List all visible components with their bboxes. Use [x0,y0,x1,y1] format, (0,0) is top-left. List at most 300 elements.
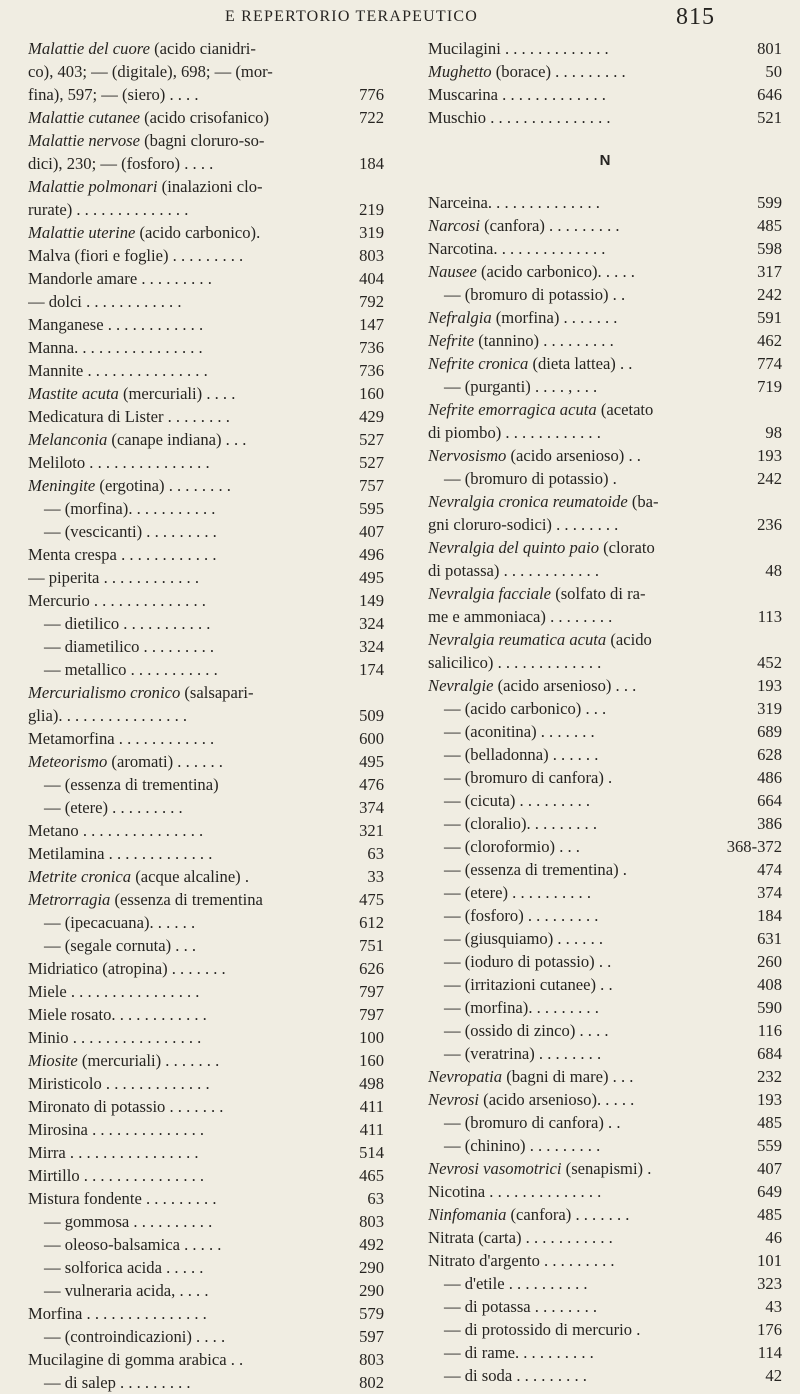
entry-text: Mercurio . . . . . . . . . . . . . . [28,591,206,610]
entry-text: — (controindicazioni) . . . . [44,1327,226,1346]
entry-page-number: 98 [762,421,782,444]
entry-page-number: 193 [754,1088,782,1111]
entry-text: Mercurialismo cronico (salsapari- [28,683,254,702]
index-entry [28,796,384,819]
entry-text: Minio . . . . . . . . . . . . . . . . [28,1028,202,1047]
index-entry [428,789,782,812]
index-entry [428,1088,782,1111]
entry-page-number: 664 [754,789,782,812]
entry-page-number: 411 [357,1095,384,1118]
index-entry [28,451,384,474]
index-entry [428,605,782,628]
index-entry [28,1141,384,1164]
index-entry [28,1325,384,1348]
entry-page-number: 599 [754,191,782,214]
entry-page-number: 797 [356,1003,384,1026]
index-entry [428,1341,782,1364]
entry-page-number: 63 [364,842,384,865]
entry-text: Muscarina . . . . . . . . . . . . . [428,85,606,104]
entry-page-number: 160 [356,382,384,405]
entry-text: Nicotina . . . . . . . . . . . . . . [428,1182,602,1201]
index-entry [28,1164,384,1187]
entry-page-number: 374 [754,881,782,904]
entry-text: Nevralgia del quinto paio (clorato [428,538,655,557]
entry-text: — (etere) . . . . . . . . . [44,798,183,817]
entry-text: Metano . . . . . . . . . . . . . . . [28,821,204,840]
index-entry [428,1180,782,1203]
index-entry [428,720,782,743]
index-entry [28,750,384,773]
section-letter: N [599,152,611,169]
entry-page-number: 631 [754,927,782,950]
entry-text: Mannite . . . . . . . . . . . . . . . [28,361,208,380]
entry-text: Morfina . . . . . . . . . . . . . . . [28,1304,207,1323]
entry-text: — piperita . . . . . . . . . . . . [28,568,199,587]
entry-page-number: 597 [356,1325,384,1348]
index-entry [28,1072,384,1095]
entry-text: — metallico . . . . . . . . . . . [44,660,218,679]
index-entry [28,129,384,152]
entry-page-number: 462 [754,329,782,352]
entry-text: — oleoso-balsamica . . . . . [44,1235,222,1254]
entry-text: — (aconitina) . . . . . . . [444,722,595,741]
entry-text: — (acido carbonico) . . . [444,699,607,718]
entry-page-number: 317 [754,260,782,283]
entry-text: Nevrosi (acido arsenioso). . . . . [428,1090,635,1109]
entry-page-number: 646 [754,83,782,106]
entry-text: Malattie nervose (bagni cloruro-so- [28,131,265,150]
entry-page-number: 147 [356,313,384,336]
entry-text: — (ioduro di potassio) . . [444,952,612,971]
index-entry [28,244,384,267]
entry-text: Manna. . . . . . . . . . . . . . . . [28,338,203,357]
index-entry [28,543,384,566]
entry-page-number: 485 [754,214,782,237]
index-entry [428,766,782,789]
index-entry [28,520,384,543]
index-entry [28,1003,384,1026]
index-entry [428,674,782,697]
index-entry [28,428,384,451]
entry-page-number: 751 [356,934,384,957]
entry-text: — (veratrina) . . . . . . . . [444,1044,602,1063]
entry-text: dici), 230; — (fosforo) . . . . [28,154,214,173]
entry-text: co), 403; — (digitale), 698; — (mor- [28,62,273,81]
entry-text: di piombo) . . . . . . . . . . . . [428,423,601,442]
entry-page-number: 598 [754,237,782,260]
index-entry [428,352,782,375]
entry-page-number: 184 [754,904,782,927]
index-entry [428,697,782,720]
entry-page-number: 193 [754,674,782,697]
entry-text: Metilamina . . . . . . . . . . . . . [28,844,213,863]
index-entry [28,589,384,612]
entry-text: salicilico) . . . . . . . . . . . . . [428,653,602,672]
index-entry [28,474,384,497]
index-entry [428,421,782,444]
entry-text: Nitrato d'argento . . . . . . . . . [428,1251,615,1270]
entry-page-number: 474 [754,858,782,881]
entry-page-number: 429 [356,405,384,428]
entry-text: — (ipecacuana). . . . . . [44,913,196,932]
index-entry [428,950,782,973]
index-entry [428,1364,782,1387]
entry-page-number: 160 [356,1049,384,1072]
index-entry [28,290,384,313]
entry-page-number: 33 [364,865,384,888]
entry-page-number: 736 [356,359,384,382]
entry-text: Malattie polmonari (inalazioni clo- [28,177,263,196]
index-entry [28,865,384,888]
entry-text: — (fosforo) . . . . . . . . . [444,906,599,925]
entry-text: — vulneraria acida, . . . . [44,1281,209,1300]
entry-page-number: 242 [754,283,782,306]
entry-text: Meningite (ergotina) . . . . . . . . [28,476,231,495]
entry-text: Mandorle amare . . . . . . . . . [28,269,212,288]
entry-text: — (purganti) . . . . , . . . [444,377,598,396]
index-entry [428,904,782,927]
entry-text: Malattie cutanee (acido crisofanico) [28,108,269,127]
entry-page-number: 792 [356,290,384,313]
index-entry [428,1249,782,1272]
entry-page-number: 475 [356,888,384,911]
entry-page-number: 404 [356,267,384,290]
entry-text: — (essenza di trementina) [44,775,219,794]
entry-page-number: 612 [356,911,384,934]
entry-text: — gommosa . . . . . . . . . . [44,1212,213,1231]
index-entry [28,1233,384,1256]
index-entry [428,1019,782,1042]
entry-page-number: 407 [754,1157,782,1180]
index-entry [28,1348,384,1371]
index-entry [28,336,384,359]
entry-page-number: 498 [356,1072,384,1095]
index-entry [28,773,384,796]
entry-text: — di protossido di mercurio . [444,1320,641,1339]
entry-page-number: 579 [356,1302,384,1325]
entry-text: — (segale cornuta) . . . [44,936,197,955]
entry-text: Miristicolo . . . . . . . . . . . . . [28,1074,210,1093]
index-entry [428,1065,782,1088]
entry-text: Mughetto (borace) . . . . . . . . . [428,62,626,81]
entry-page-number: 736 [356,336,384,359]
entry-text: — (chinino) . . . . . . . . . [444,1136,601,1155]
entry-text: Nefrite emorragica acuta (acetato [428,400,654,419]
index-entry [28,313,384,336]
entry-text: — (bromuro di potassio) . [444,469,617,488]
entry-text: — (bromuro di canfora) . [444,768,613,787]
entry-text: — di soda . . . . . . . . . [444,1366,587,1385]
entry-page-number: 236 [754,513,782,536]
index-entry [28,1095,384,1118]
index-entry [28,704,384,727]
entry-page-number: 42 [762,1364,782,1387]
entry-page-number: 476 [356,773,384,796]
entry-page-number: 801 [754,37,782,60]
index-entry [428,1157,782,1180]
index-entry [428,83,782,106]
index-entry [428,1203,782,1226]
entry-page-number: 100 [356,1026,384,1049]
index-entry [28,888,384,911]
entry-page-number: 290 [356,1279,384,1302]
entry-text: Midriatico (atropina) . . . . . . . [28,959,226,978]
entry-page-number: 232 [754,1065,782,1088]
entry-text: rurate) . . . . . . . . . . . . . . [28,200,189,219]
entry-page-number: 101 [754,1249,782,1272]
index-entry [428,237,782,260]
index-entry [28,267,384,290]
entry-text: Metrorragia (essenza di trementina [28,890,263,909]
index-entry [428,191,782,214]
index-entry [428,1318,782,1341]
entry-page-number: 452 [754,651,782,674]
index-entry [428,812,782,835]
entry-text: — di salep . . . . . . . . . [44,1373,191,1392]
entry-text: Manganese . . . . . . . . . . . . [28,315,204,334]
index-entry [28,819,384,842]
index-entry [428,467,782,490]
index-entry [28,497,384,520]
entry-page-number: 722 [356,106,384,129]
entry-text: Melanconia (canape indiana) . . . [28,430,247,449]
entry-text: — (morfina). . . . . . . . . . . [44,499,216,518]
entry-text: Mirtillo . . . . . . . . . . . . . . . [28,1166,205,1185]
index-entry [428,927,782,950]
index-entry [428,37,782,60]
entry-page-number: 113 [755,605,782,628]
entry-text: glia). . . . . . . . . . . . . . . . [28,706,188,725]
entry-page-number: 50 [762,60,782,83]
index-entry [28,152,384,175]
entry-page-number: 495 [356,566,384,589]
entry-text: Mucilagini . . . . . . . . . . . . . [428,39,609,58]
entry-page-number: 776 [356,83,384,106]
entry-text: Miele . . . . . . . . . . . . . . . . [28,982,200,1001]
entry-page-number: 626 [356,957,384,980]
entry-page-number: 527 [356,451,384,474]
index-entry [28,37,384,60]
index-column-left [28,37,384,1394]
index-entry [428,306,782,329]
entry-page-number: 486 [754,766,782,789]
entry-text: — (vescicanti) . . . . . . . . . [44,522,217,541]
index-entry [428,60,782,83]
entry-text: Mironato di potassio . . . . . . . [28,1097,224,1116]
index-entry [428,743,782,766]
entry-page-number: 48 [762,559,782,582]
index-entry [28,911,384,934]
entry-text: Metamorfina . . . . . . . . . . . . [28,729,215,748]
entry-page-number: 465 [356,1164,384,1187]
entry-text: — diametilico . . . . . . . . . [44,637,215,656]
index-entry [428,106,782,129]
entry-text: — (giusquiamo) . . . . . . [444,929,604,948]
index-entry [428,260,782,283]
index-entry [28,1049,384,1072]
entry-text: Meteorismo (aromati) . . . . . . [28,752,223,771]
entry-text: Nevralgie (acido arsenioso) . . . [428,676,637,695]
entry-text: — di rame. . . . . . . . . . [444,1343,594,1362]
entry-page-number: 485 [754,1111,782,1134]
entry-page-number: 374 [356,796,384,819]
entry-text: Metrite cronica (acque alcaline) . [28,867,250,886]
entry-text: — di potassa . . . . . . . . [444,1297,598,1316]
index-entry [28,1210,384,1233]
index-entry [28,106,384,129]
entry-text: Nefrite cronica (dieta lattea) . . [428,354,633,373]
entry-page-number: 324 [356,635,384,658]
entry-text: Malattie del cuore (acido cianidri- [28,39,256,58]
index-entry [428,582,782,605]
entry-page-number: 260 [754,950,782,973]
index-entry [28,635,384,658]
entry-text: fina), 597; — (siero) . . . . [28,85,199,104]
entry-page-number: 600 [356,727,384,750]
entry-page-number: 492 [356,1233,384,1256]
index-column-right [428,37,782,1387]
index-entry [28,382,384,405]
entry-page-number: 595 [356,497,384,520]
index-entry [428,214,782,237]
entry-page-number: 43 [762,1295,782,1318]
entry-text: Muschio . . . . . . . . . . . . . . . [428,108,611,127]
index-entry [28,842,384,865]
index-entry [28,727,384,750]
entry-text: Nefralgia (morfina) . . . . . . . [428,308,618,327]
entry-page-number: 496 [356,543,384,566]
entry-text: Mucilagine di gomma arabica . . [28,1350,244,1369]
index-entry [28,1118,384,1141]
entry-text: Narcotina. . . . . . . . . . . . . . [428,239,606,258]
entry-text: Nevralgia reumatica acuta (acido [428,630,652,649]
entry-text: — (bromuro di canfora) . . [444,1113,621,1132]
entry-page-number: 321 [356,819,384,842]
entry-page-number: 174 [356,658,384,681]
entry-text: Medicatura di Lister . . . . . . . . [28,407,230,426]
index-entry [428,996,782,1019]
index-entry [428,1042,782,1065]
entry-page-number: 628 [754,743,782,766]
entry-page-number: 803 [356,244,384,267]
index-entry [428,973,782,996]
index-entry [428,536,782,559]
entry-text: Mistura fondente . . . . . . . . . [28,1189,217,1208]
index-entry [428,513,782,536]
index-entry [28,980,384,1003]
entry-text: Ninfomania (canfora) . . . . . . . [428,1205,630,1224]
entry-page-number: 774 [754,352,782,375]
entry-text: Mirra . . . . . . . . . . . . . . . . [28,1143,199,1162]
entry-text: — dietilico . . . . . . . . . . . [44,614,211,633]
section-letter-heading [428,129,782,191]
entry-text: — (essenza di trementina) . [444,860,627,879]
entry-page-number: 803 [356,1348,384,1371]
entry-page-number: 184 [356,152,384,175]
index-entry [28,1279,384,1302]
index-entry [428,444,782,467]
entry-text: Miosite (mercuriali) . . . . . . . [28,1051,220,1070]
index-entry [428,398,782,421]
running-title: E REPERTORIO TERAPEUTICO [225,8,479,25]
entry-text: me e ammoniaca) . . . . . . . . [428,607,613,626]
index-entry [428,329,782,352]
entry-text: Nausee (acido carbonico). . . . . [428,262,635,281]
index-entry [28,405,384,428]
entry-page-number: 408 [754,973,782,996]
index-entry [28,83,384,106]
entry-text: Nitrata (carta) . . . . . . . . . . . [428,1228,613,1247]
entry-page-number: 407 [356,520,384,543]
index-entry [428,490,782,513]
index-entry [428,628,782,651]
index-entry [428,858,782,881]
entry-page-number: 590 [754,996,782,1019]
entry-page-number: 63 [364,1187,384,1210]
index-entry [28,658,384,681]
entry-text: Nevrosi vasomotrici (senapismi) . [428,1159,652,1178]
entry-text: Nevralgia cronica reumatoide (ba- [428,492,659,511]
entry-page-number: 485 [754,1203,782,1226]
entry-text: — (etere) . . . . . . . . . . [444,883,591,902]
index-entry [28,934,384,957]
entry-page-number: 684 [754,1042,782,1065]
entry-text: — solforica acida . . . . . [44,1258,204,1277]
entry-text: Narceina. . . . . . . . . . . . . . [428,193,600,212]
entry-page-number: 591 [754,306,782,329]
entry-text: — d'etile . . . . . . . . . . [444,1274,588,1293]
entry-page-number: 527 [356,428,384,451]
index-entry [428,1272,782,1295]
running-header [0,4,800,32]
entry-page-number: 319 [754,697,782,720]
entry-page-number: 802 [356,1371,384,1394]
entry-page-number: 324 [356,612,384,635]
index-entry [28,198,384,221]
entry-text: — dolci . . . . . . . . . . . . [28,292,182,311]
entry-page-number: 242 [754,467,782,490]
index-entry [28,1256,384,1279]
entry-page-number: 319 [356,221,384,244]
entry-page-number: 411 [357,1118,384,1141]
index-entry [428,651,782,674]
entry-page-number: 521 [754,106,782,129]
entry-text: Nevralgia facciale (solfato di ra- [428,584,646,603]
entry-page-number: 176 [754,1318,782,1341]
entry-page-number: 757 [356,474,384,497]
entry-page-number: 649 [754,1180,782,1203]
entry-page-number: 290 [356,1256,384,1279]
entry-page-number: 689 [754,720,782,743]
index-entry [428,375,782,398]
index-entry [28,175,384,198]
entry-text: Nevropatia (bagni di mare) . . . [428,1067,634,1086]
entry-page-number: 116 [755,1019,782,1042]
index-entry [28,60,384,83]
entry-page-number: 149 [356,589,384,612]
index-entry [428,1111,782,1134]
index-entry [28,1302,384,1325]
entry-page-number: 559 [754,1134,782,1157]
entry-text: Menta crespa . . . . . . . . . . . . [28,545,217,564]
entry-text: Meliloto . . . . . . . . . . . . . . . [28,453,210,472]
entry-text: gni cloruro-sodici) . . . . . . . . [428,515,619,534]
entry-page-number: 193 [754,444,782,467]
entry-page-number: 386 [754,812,782,835]
entry-text: — (ossido di zinco) . . . . [444,1021,609,1040]
index-entry [428,283,782,306]
entry-page-number: 514 [356,1141,384,1164]
